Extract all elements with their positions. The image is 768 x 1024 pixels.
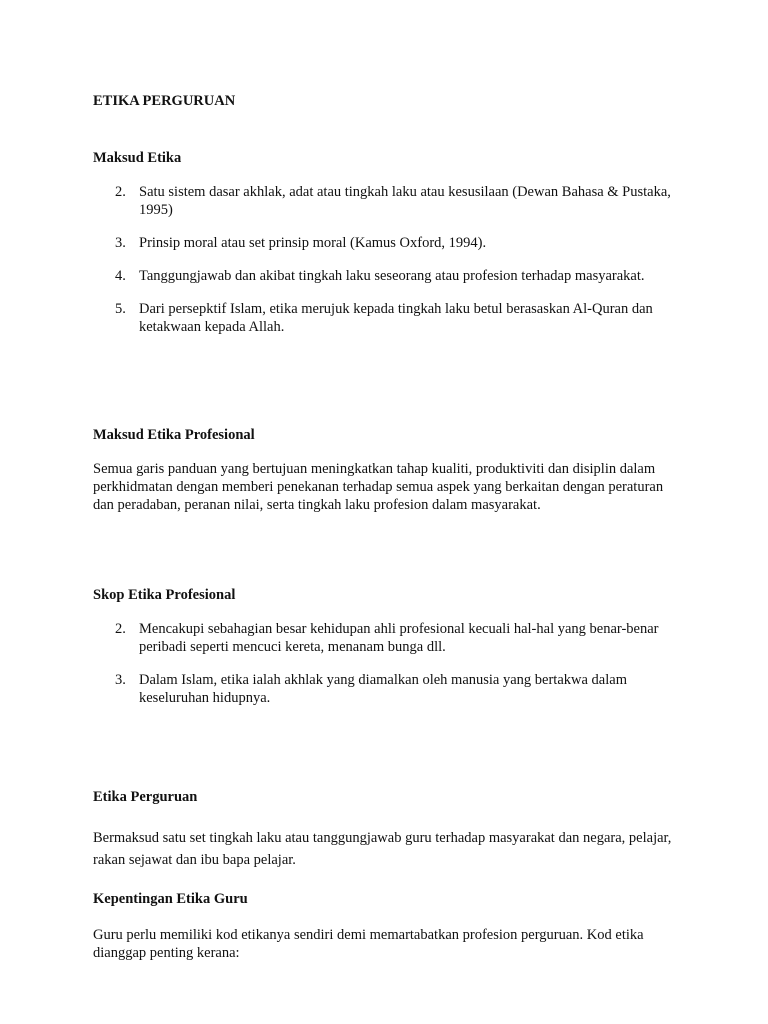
list-item-text: Dari persepktif Islam, etika merujuk kepada tingkah laku betul berasaskan Al-Quran dan ketakwaan kepada Allah. <box>139 301 653 335</box>
list-item <box>93 234 693 252</box>
list-item-number: 3. <box>115 672 126 688</box>
list-item-text: Tanggungjawab dan akibat tingkah laku seseorang atau profesion terhadap masyarakat. <box>139 268 645 284</box>
document-title: ETIKA PERGURUAN <box>93 93 236 109</box>
section-heading-kepentingan-etika-guru: Kepentingan Etika Guru <box>93 891 248 907</box>
list-item <box>93 183 693 219</box>
list-item-text: Mencakupi sebahagian besar kehidupan ahli profesional kecuali hal-hal yang benar-benar peribadi seperti mencuci kereta, menanam bunga dll. <box>139 621 659 655</box>
kepentingan-etika-guru-paragraph: Guru perlu memiliki kod etikanya sendiri demi memartabatkan profesion perguruan. Kod etika dianggap penting kerana: <box>93 927 644 961</box>
section-heading-skop-etika-profesional: Skop Etika Profesional <box>93 587 236 603</box>
list-item-number: 2. <box>115 184 126 200</box>
section-heading-etika-perguruan: Etika Perguruan <box>93 789 198 805</box>
list-item-number: 5. <box>115 301 126 317</box>
list-item <box>93 300 693 336</box>
list-item <box>93 671 693 707</box>
list-item-text: Prinsip moral atau set prinsip moral (Kamus Oxford, 1994). <box>139 235 487 251</box>
list-item-number: 3. <box>115 235 126 251</box>
skop-etika-list <box>93 620 693 722</box>
maksud-etika-profesional-paragraph: Semua garis panduan yang bertujuan meningkatkan tahap kualiti, produktiviti dan disiplin dalam perkhidmatan dengan memberi penekanan terhadap semua aspek yang berkaitan dengan peraturan dan peradaban, peranan nilai, serta tingkah laku profesion dalam masyarakat. <box>93 461 664 513</box>
list-item <box>93 620 693 656</box>
list-item-number: 2. <box>115 621 126 637</box>
list-item-text: Satu sistem dasar akhlak, adat atau tingkah laku atau kesusilaan (Dewan Bahasa & Pustaka, 1995) <box>139 184 671 218</box>
list-item-number: 4. <box>115 268 126 284</box>
etika-perguruan-paragraph: Bermaksud satu set tingkah laku atau tanggungjawab guru terhadap masyarakat dan negara, pelajar, rakan sejawat dan ibu bapa pelajar. <box>93 830 672 868</box>
maksud-etika-list <box>93 183 693 351</box>
section-heading-maksud-etika-profesional: Maksud Etika Profesional <box>93 427 255 443</box>
list-item <box>93 267 693 285</box>
section-heading-maksud-etika: Maksud Etika <box>93 150 182 166</box>
list-item-text: Dalam Islam, etika ialah akhlak yang diamalkan oleh manusia yang bertakwa dalam keseluruhan hidupnya. <box>139 672 627 706</box>
